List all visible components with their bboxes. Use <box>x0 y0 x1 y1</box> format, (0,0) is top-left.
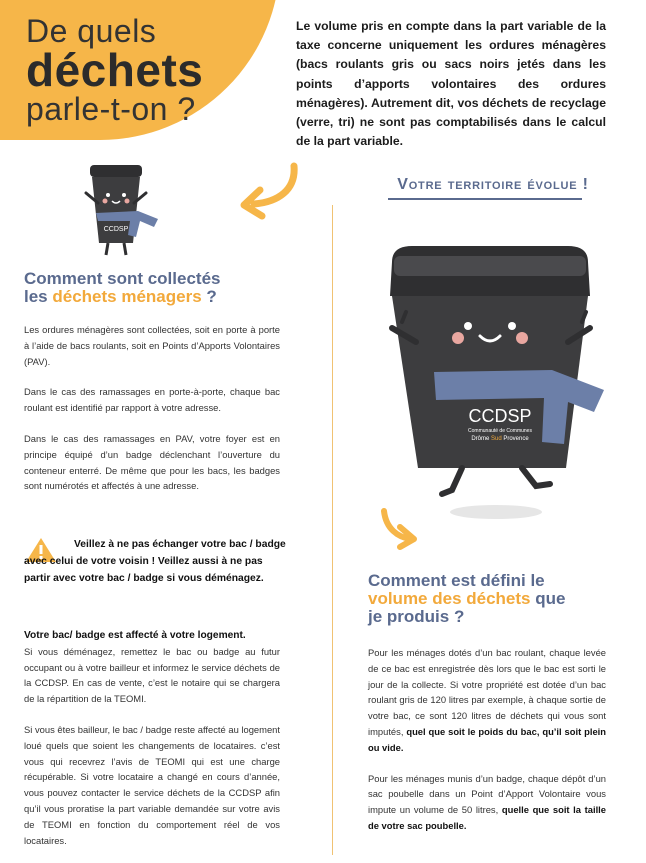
intro-paragraph: Le volume pris en compte dans la part variable de la taxe concerne uniquement les ordures ménagères (bacs roulants gris ou sacs noirs jetés dans les points d’apports volontaires des ordures ménagères). Autrement dit, vos déchets de recyclage (verre, tri) ne sont pas comptabilisés dans le calcul de la part variable. <box>296 19 606 149</box>
left-heading-part2a: les <box>24 287 53 306</box>
right-paragraph-1: Pour les ménages dotés d’un bac roulant, chaque levée de ce bac est enregistrée dès lors que le bac est sorti le jour de la collecte. Si votre propriété est dotée d’un bac roulant gris de 120 litres par exemple, à chaque sortie de votre bac, ce sont 120 litres de déchets qui vous sont imputés, quel que soit le poids du bac, qu’il soit plein ou vide. <box>368 647 606 753</box>
warning-text <box>24 536 286 587</box>
left-heading-accent: déchets ménagers <box>52 287 202 306</box>
left-paragraph-4: Si vous déménagez, remettez le bac ou badge au futur occupant ou à votre bailleur et informez le service déchets de la CCDSP. En cas de vente, c’est le notaire qui se chargera de la répartition de la TEOMI. <box>24 645 280 705</box>
left-paragraph-3: Dans le cas des ramassages en PAV, votre foyer est en principe équipé d’un badge déclenchant l’ouverture du conteneur enterré. De même que pour les bacs, les badges sont numérotés et affectés à une adresse. <box>24 432 280 492</box>
large-bin-mascot <box>372 232 610 522</box>
right-heading-part3: je produis ? <box>368 607 465 626</box>
territoire-heading: Votre territoire évolue ! <box>397 176 589 193</box>
curved-arrow-icon <box>232 160 307 222</box>
left-body-2 <box>24 628 280 863</box>
left-heading <box>24 270 314 306</box>
left-paragraph-1: Les ordures ménagères sont collectées, soit en porte à porte à l’aide de bacs roulants, soit en Points d’Apports Volontaires (PAV). <box>24 324 280 367</box>
left-subheading: Votre bac/ badge est affecté à votre logement. <box>24 630 246 641</box>
right-heading-part2b: que <box>530 589 566 608</box>
large-bin-sublabel: Communauté de Communes <box>468 428 532 434</box>
left-paragraph-5: Si vous êtes bailleur, le bac / badge reste affecté au logement loué quels que soient les changements de locataires. c’est vous qui recevrez l’avis de TEOMI qui est une charge récupérable. Si votre locataire a changé en cours d’année, vous pouvez contacter le service déchets de la CCDSP afin qu’il vous proratise la part variable demandée sur votre avis de TEOMI en fonction du comportement réel de vos locataires. <box>24 723 280 846</box>
right-body <box>368 645 606 849</box>
right-heading <box>368 572 638 626</box>
small-bin-label: CCDSP <box>103 226 129 233</box>
large-bin-sublabel2: Drôme Sud Provence <box>471 436 529 442</box>
small-bin-mascot <box>78 163 168 263</box>
right-heading-accent: volume des déchets <box>368 589 531 608</box>
territoire-underline <box>388 198 582 200</box>
warning-message: Veillez à ne pas échanger votre bac / badge avec celui de votre voisin ! Veillez aussi à ne pas partir avec votre bac / badge si vous déménagez. <box>24 539 286 584</box>
title-line2: déchets <box>26 44 204 96</box>
left-heading-part1: Comment sont collectés <box>24 269 221 288</box>
column-divider <box>332 205 333 855</box>
curved-arrow-icon <box>376 505 424 551</box>
page-title <box>26 14 203 126</box>
large-bin-label: CCDSP <box>468 406 532 426</box>
title-line3: parle-t-on ? <box>26 91 196 127</box>
left-heading-part2c: ? <box>201 287 217 306</box>
right-heading-part1: Comment est défini le <box>368 571 545 590</box>
left-body <box>24 322 280 509</box>
right-paragraph-2: Pour les ménages munis d’un badge, chaque dépôt d’un sac poubelle dans un Point d’Apport Volontaire vous impute un volume de 50 litres, quelle que soit la taille de votre sac poubelle. <box>368 772 607 831</box>
title-line1: De quels <box>26 13 157 49</box>
left-paragraph-2: Dans le cas des ramassages en porte-à-porte, chaque bac roulant est identifié par rapport à votre adresse. <box>24 386 280 414</box>
